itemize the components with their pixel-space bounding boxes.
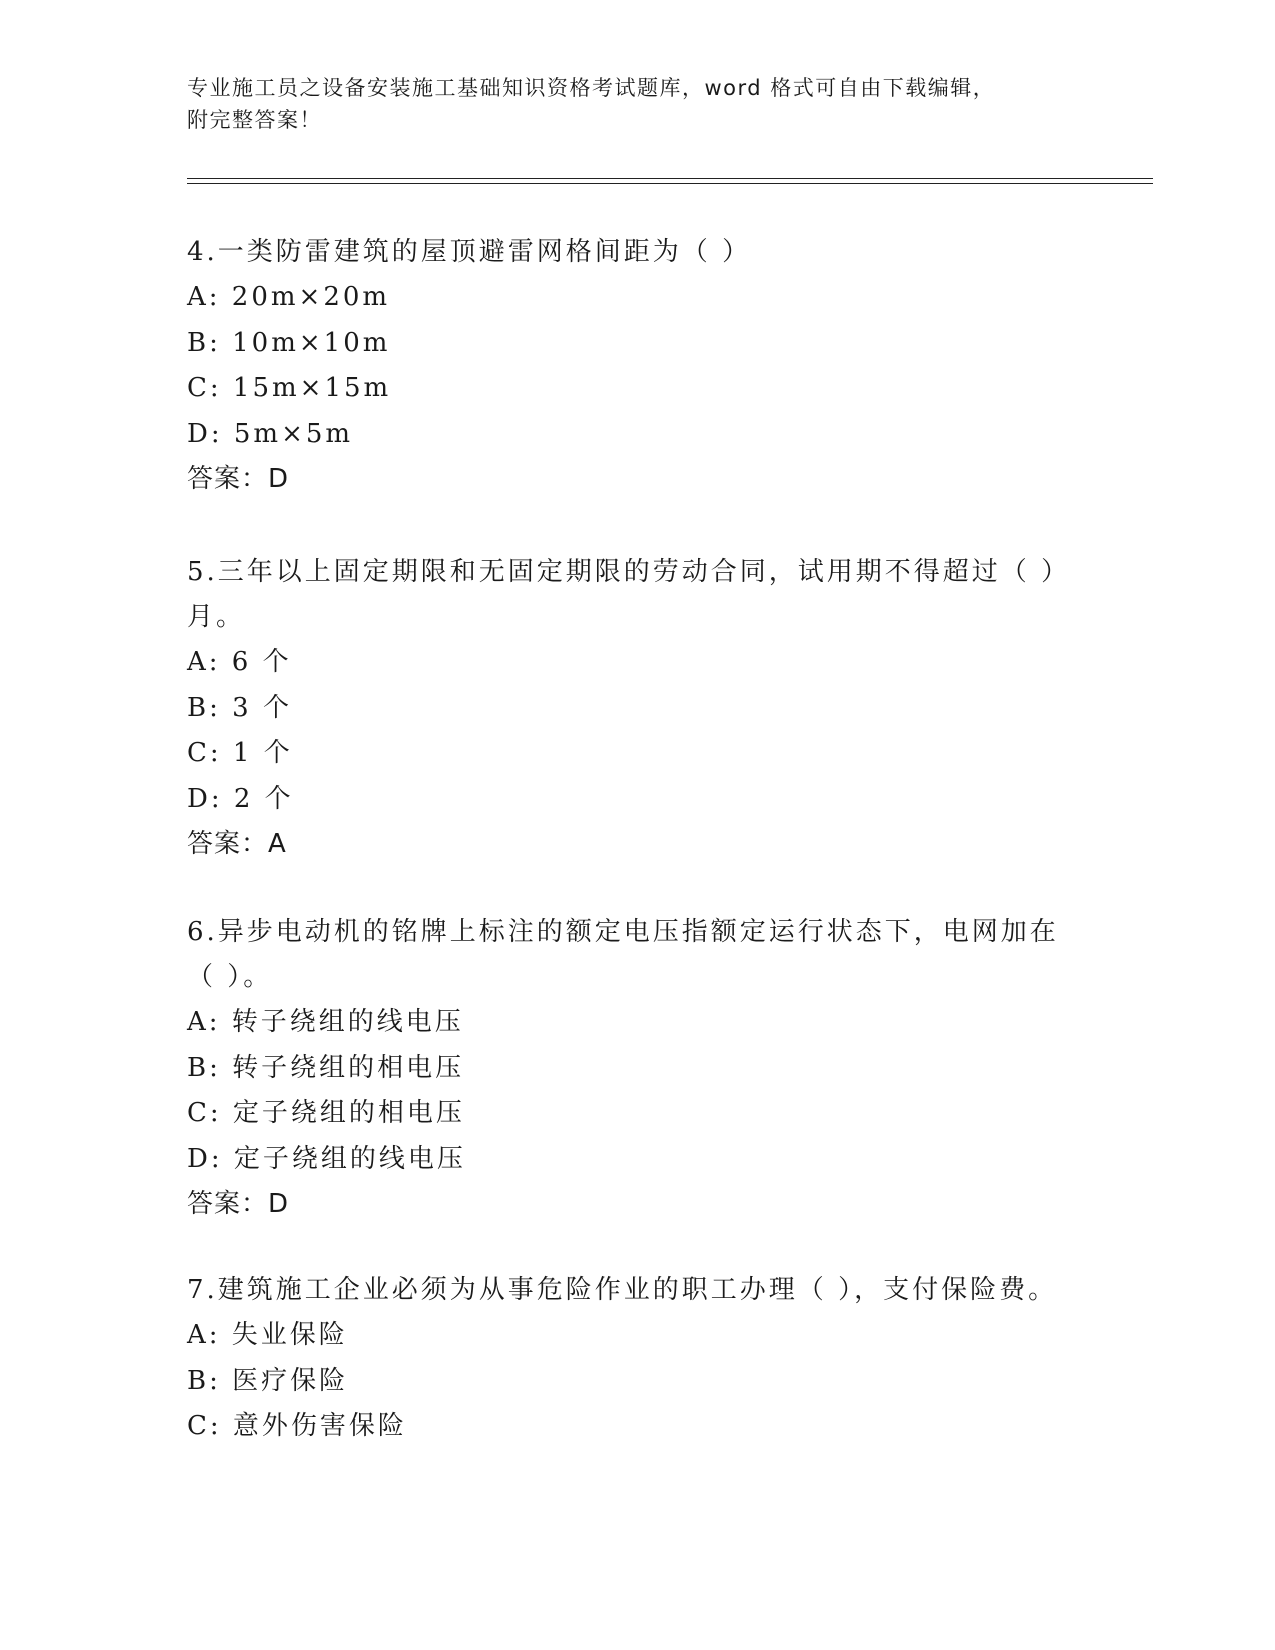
option-b: B: 10m×10m xyxy=(187,327,391,358)
question-stem: 4.一类防雷建筑的屋顶避雷网格间距为（ ） xyxy=(187,237,752,267)
document-header xyxy=(187,72,1087,136)
answer-label: 答案： xyxy=(187,829,269,859)
answer-value: A xyxy=(268,829,287,859)
header-divider-top xyxy=(187,178,1153,179)
answer xyxy=(187,457,1067,502)
answer xyxy=(187,1182,1067,1227)
option-a: A: 6 个 xyxy=(187,647,292,677)
question-5 xyxy=(187,550,1067,867)
option-a: A: 失业保险 xyxy=(187,1320,348,1350)
question-stem: 5.三年以上固定期限和无固定期限的劳动合同，试用期不得超过（ ）月。 xyxy=(187,557,1058,632)
option-b: B: 3 个 xyxy=(187,692,292,723)
question-6 xyxy=(187,910,1067,1227)
option-a: A: 转子绕组的线电压 xyxy=(187,1007,464,1037)
option-c: C: 15m×15m xyxy=(187,373,392,403)
option-d: D: 5m×5m xyxy=(187,418,354,449)
option-d: D: 2 个 xyxy=(187,783,294,814)
question-4 xyxy=(187,230,1067,502)
answer xyxy=(187,822,1067,867)
answer-label: 答案： xyxy=(187,1189,269,1219)
option-c: C: 1 个 xyxy=(187,738,293,768)
header-divider-bottom xyxy=(187,183,1153,184)
option-b: B: 转子绕组的相电压 xyxy=(187,1052,465,1083)
question-stem: 6.异步电动机的铭牌上标注的额定电压指额定运行状态下，电网加在（ ）。 xyxy=(187,917,1059,992)
option-d: D: 定子绕组的线电压 xyxy=(187,1143,466,1174)
answer-value: D xyxy=(268,464,290,494)
header-line-1: 专业施工员之设备安装施工基础知识资格考试题库，word 格式可自由下载编辑， xyxy=(187,76,996,100)
option-a: A: 20m×20m xyxy=(187,282,391,312)
header-line-2: 附完整答案！ xyxy=(187,108,322,132)
option-b: B: 医疗保险 xyxy=(187,1365,349,1396)
question-stem: 7.建筑施工企业必须为从事危险作业的职工办理（ ），支付保险费。 xyxy=(187,1275,1058,1305)
question-7 xyxy=(187,1268,1067,1450)
option-c: C: 意外伤害保险 xyxy=(187,1411,407,1441)
option-c: C: 定子绕组的相电压 xyxy=(187,1098,465,1128)
answer-value: D xyxy=(268,1189,290,1219)
answer-label: 答案： xyxy=(187,464,269,494)
